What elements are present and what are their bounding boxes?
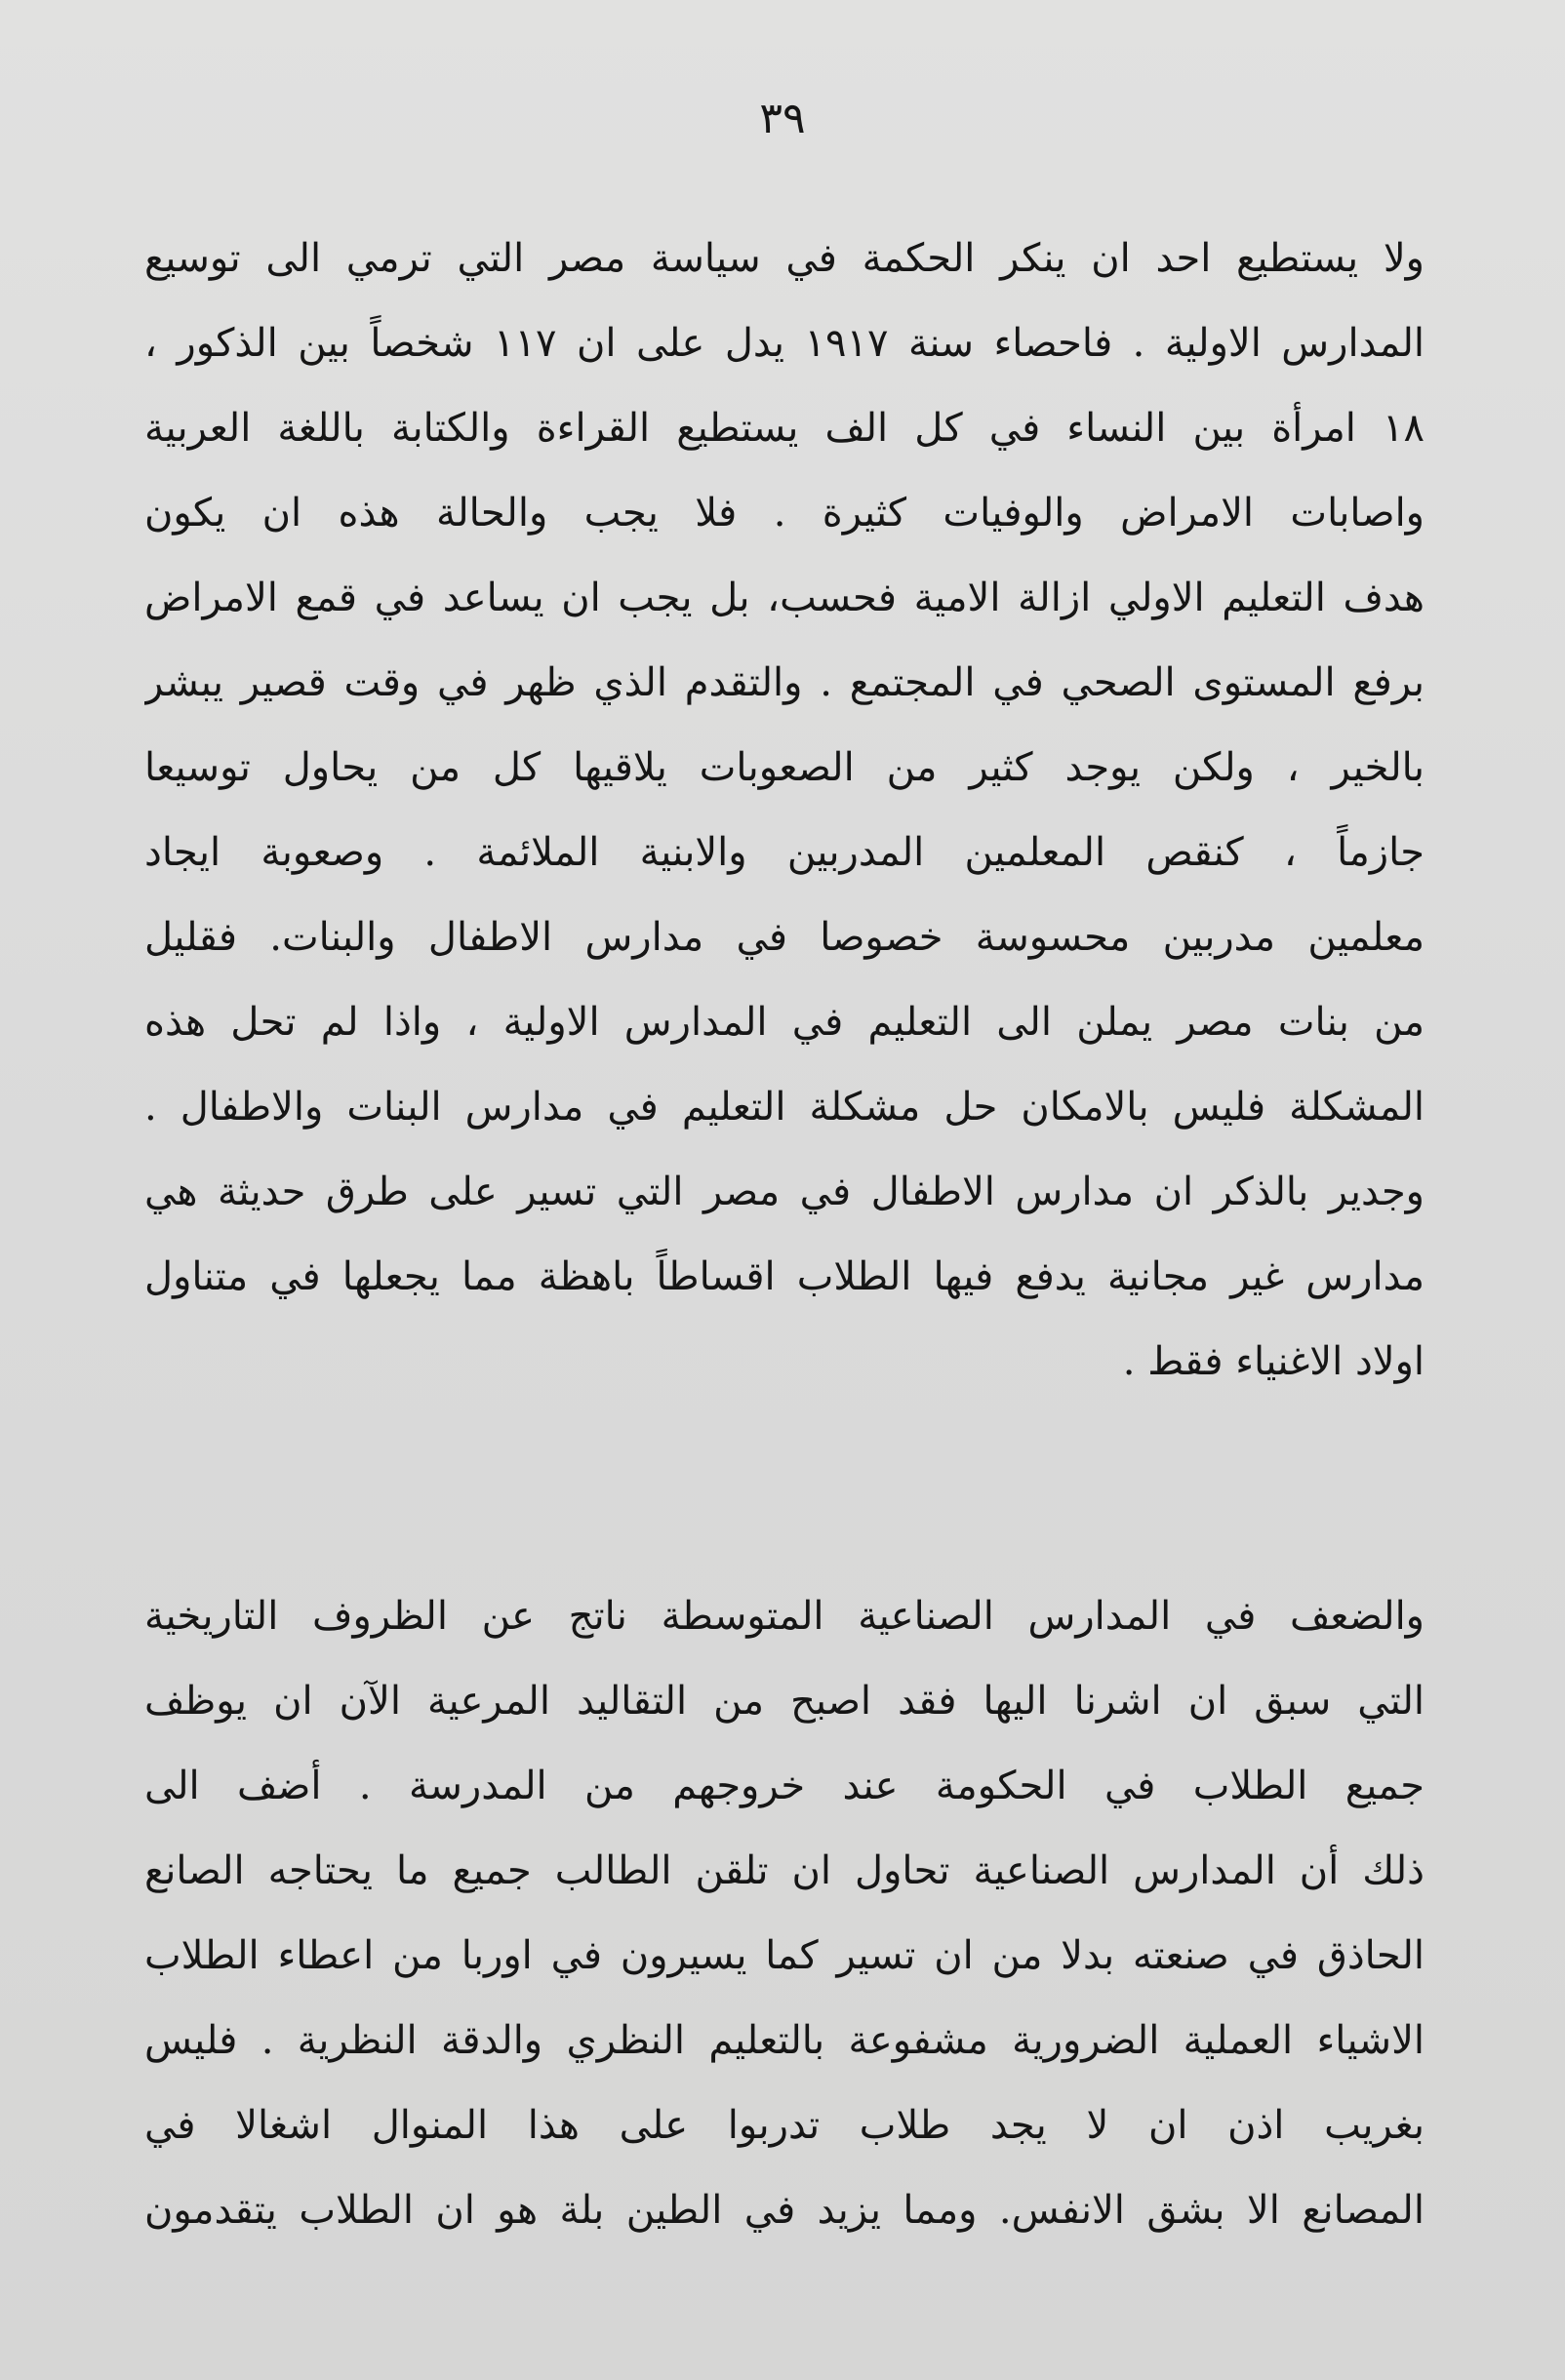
paragraph-line: معلمين مدربين محسوسة خصوصا في مدارس الاطفال والبنات. فقليل bbox=[144, 915, 1425, 960]
paragraph-line: المدارس الاولية . فاحصاء سنة ١٩١٧ يدل على ان ١١٧ شخصاً بين الذكور ، bbox=[144, 321, 1425, 366]
paragraph-line: المصانع الا بشق الانفس. ومما يزيد في الطين بلة هو ان الطلاب يتقدمون bbox=[144, 2188, 1425, 2233]
paragraph-line: مدارس غير مجانية يدفع فيها الطلاب اقساطاً باهظة مما يجعلها في متناول bbox=[144, 1254, 1425, 1299]
paragraph-1 bbox=[144, 217, 1425, 1405]
paragraph-line: جازماً ، كنقص المعلمين المدربين والابنية الملائمة . وصعوبة ايجاد bbox=[144, 830, 1425, 875]
paragraph-line: بغريب اذن ان لا يجد طلاب تدربوا على هذا المنوال اشغالا في bbox=[144, 2103, 1425, 2148]
paragraph-line: بالخير ، ولكن يوجد كثير من الصعوبات يلاقيها كل من يحاول توسيعا bbox=[144, 745, 1425, 790]
paragraph-line: الحاذق في صنعته بدلا من ان تسير كما يسيرون في اوربا من اعطاء الطلاب bbox=[144, 1933, 1425, 1978]
page-number: ٣٩ bbox=[759, 94, 806, 143]
paragraph-line: من بنات مصر يملن الى التعليم في المدارس الاولية ، واذا لم تحل هذه bbox=[144, 1000, 1425, 1045]
paragraph-line: ذلك أن المدارس الصناعية تحاول ان تلقن الطالب جميع ما يحتاجه الصانع bbox=[144, 1848, 1425, 1893]
paragraph-line: ولا يستطيع احد ان ينكر الحكمة في سياسة مصر التي ترمي الى توسيع bbox=[144, 236, 1425, 281]
paragraph-line: التي سبق ان اشرنا اليها فقد اصبح من التقاليد المرعية الآن ان يوظف bbox=[144, 1679, 1425, 1724]
paragraph-line: والضعف في المدارس الصناعية المتوسطة ناتج عن الظروف التاريخية bbox=[144, 1594, 1425, 1639]
paragraph-line: المشكلة فليس بالامكان حل مشكلة التعليم في مدارس البنات والاطفال . bbox=[144, 1085, 1425, 1130]
paragraph-line: جميع الطلاب في الحكومة عند خروجهم من المدرسة . أضف الى bbox=[144, 1764, 1425, 1808]
paragraph-2 bbox=[144, 1574, 1425, 2253]
paragraph-line: اولاد الاغنياء فقط . bbox=[1122, 1339, 1425, 1384]
paragraph-line: هدف التعليم الاولي ازالة الامية فحسب، بل يجب ان يساعد في قمع الامراض bbox=[144, 575, 1425, 620]
paragraph-line: ١٨ امرأة بين النساء في كل الف يستطيع القراءة والكتابة باللغة العربية bbox=[144, 406, 1425, 451]
paragraph-line: برفع المستوى الصحي في المجتمع . والتقدم الذي ظهر في وقت قصير يبشر bbox=[144, 660, 1425, 705]
paragraph-line: الاشياء العملية الضرورية مشفوعة بالتعليم النظري والدقة النظرية . فليس bbox=[144, 2018, 1425, 2063]
paragraph-line: وجدير بالذكر ان مدارس الاطفال في مصر التي تسير على طرق حديثة هي bbox=[144, 1170, 1425, 1214]
paragraph-line: واصابات الامراض والوفيات كثيرة . فلا يجب والحالة هذه ان يكون bbox=[144, 491, 1425, 536]
